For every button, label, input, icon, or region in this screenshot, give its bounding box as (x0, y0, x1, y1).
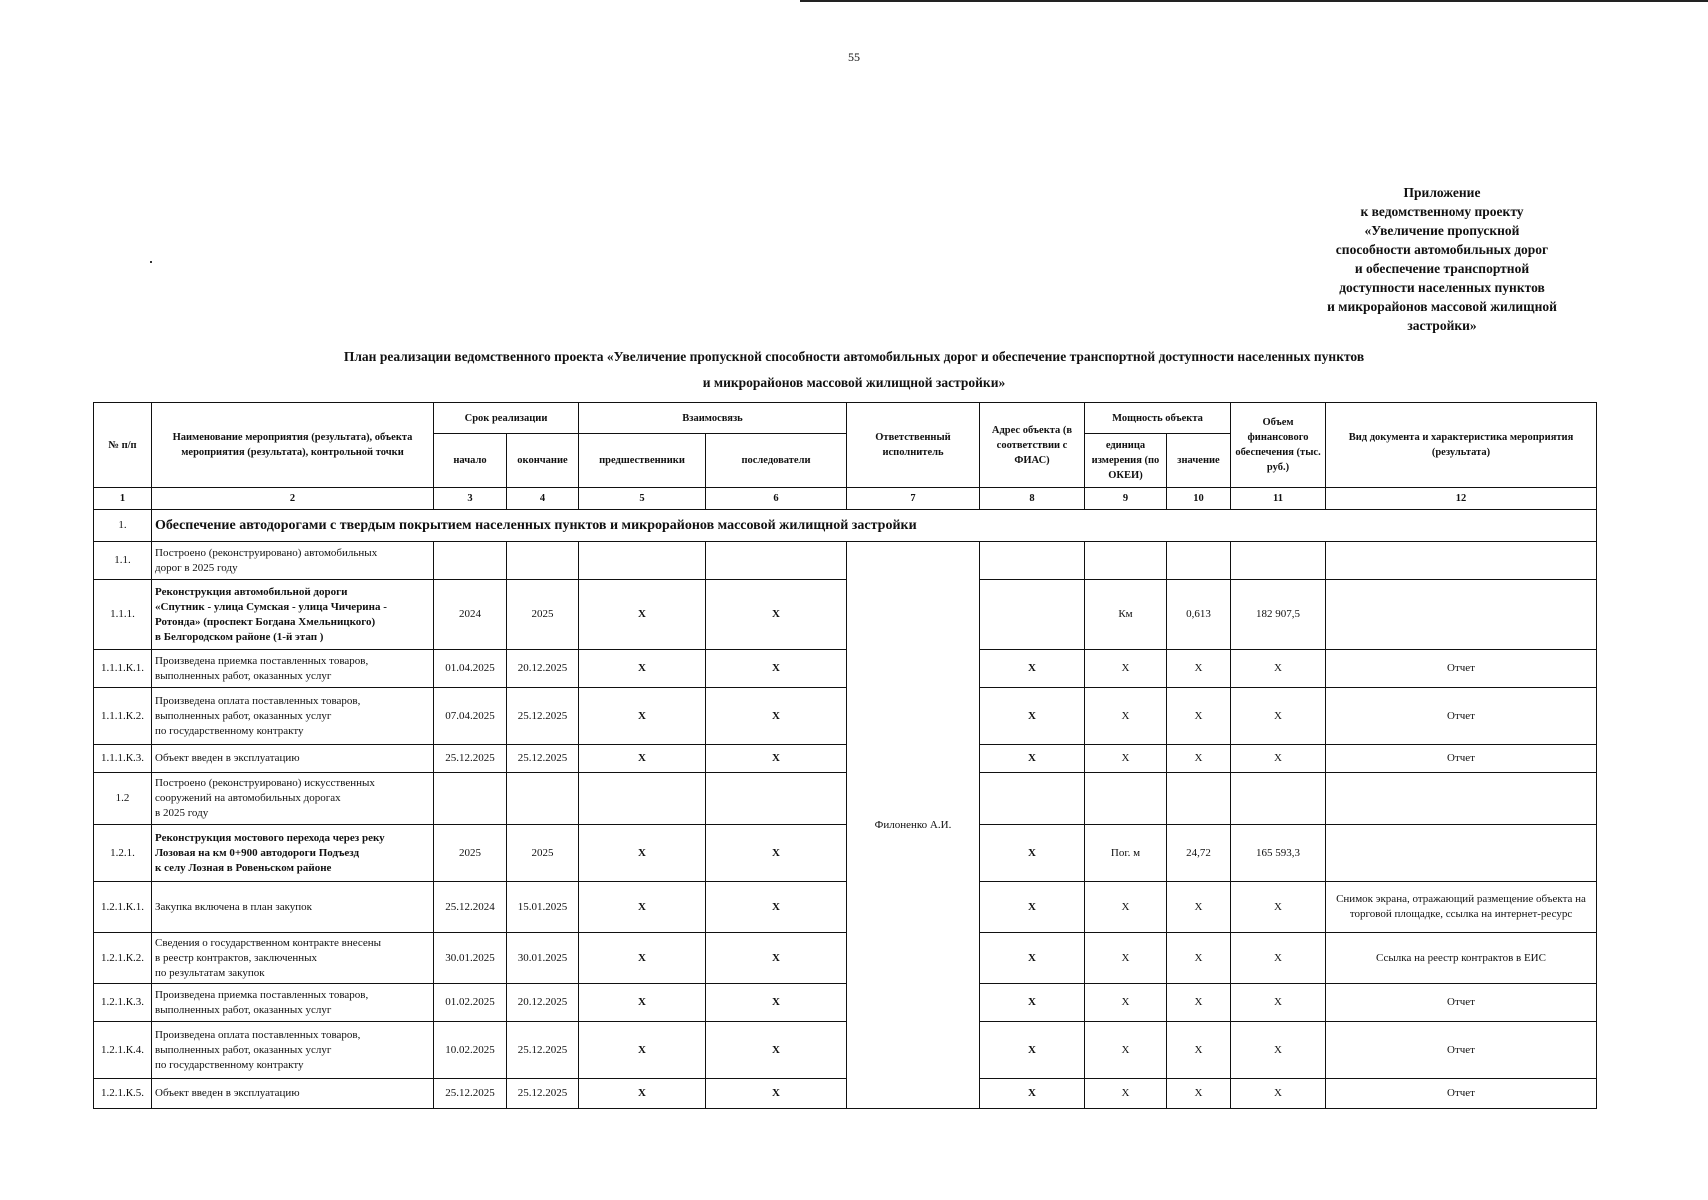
row-end-date: 25.12.2025 (507, 688, 579, 745)
row-name: Произведена оплата поставленных товаров, выполненных работ, оказанных услуг по государственному контракту (152, 1022, 434, 1079)
row-successors: X (706, 745, 847, 773)
header-name: Наименование мероприятия (результата), объекта мероприятия (результата), контрольной точки (152, 403, 434, 488)
row-end-date: 15.01.2025 (507, 882, 579, 933)
row-value: X (1167, 1079, 1231, 1109)
header-address: Адрес объекта (в соответствии с ФИАС) (980, 403, 1085, 488)
row-value: 0,613 (1167, 580, 1231, 650)
row-unit: X (1085, 984, 1167, 1022)
row-number: 1.2.1.К.1. (94, 882, 152, 933)
header-start: начало (434, 434, 507, 488)
row-successors: X (706, 1079, 847, 1109)
row-start-date (434, 542, 507, 580)
row-number: 1.1.1. (94, 580, 152, 650)
row-funding: X (1231, 882, 1326, 933)
row-number: 1.1. (94, 542, 152, 580)
row-address (980, 773, 1085, 825)
row-start-date: 30.01.2025 (434, 933, 507, 984)
plan-table (93, 402, 1597, 1109)
appendix-line: доступности населенных пунктов (1339, 280, 1545, 295)
column-number: 9 (1085, 488, 1167, 510)
scan-speck (150, 261, 152, 263)
header-row-1 (94, 403, 1597, 434)
row-funding: X (1231, 1022, 1326, 1079)
row-address: X (980, 745, 1085, 773)
appendix-line: «Увеличение пропускной (1364, 223, 1520, 238)
row-predecessors: X (579, 580, 706, 650)
appendix-block (1292, 183, 1592, 335)
table-row (94, 984, 1597, 1022)
row-address (980, 580, 1085, 650)
row-number: 1.2 (94, 773, 152, 825)
row-address (980, 542, 1085, 580)
row-funding: X (1231, 984, 1326, 1022)
row-funding: 182 907,5 (1231, 580, 1326, 650)
row-unit (1085, 773, 1167, 825)
row-successors: X (706, 933, 847, 984)
row-end-date: 2025 (507, 825, 579, 882)
row-funding: X (1231, 688, 1326, 745)
table-row (94, 745, 1597, 773)
row-address: X (980, 1022, 1085, 1079)
header-period: Срок реализации (434, 403, 579, 434)
row-predecessors: X (579, 933, 706, 984)
plan-table-body (94, 403, 1597, 1109)
row-value: X (1167, 984, 1231, 1022)
row-number: 1.1.1.К.3. (94, 745, 152, 773)
row-number: 1.2.1.К.5. (94, 1079, 152, 1109)
table-row (94, 825, 1597, 882)
row-address: X (980, 984, 1085, 1022)
row-address: X (980, 882, 1085, 933)
row-predecessors: X (579, 984, 706, 1022)
section-title: Обеспечение автодорогами с твердым покрытием населенных пунктов и микрорайонов массовой жилищной застройки (152, 510, 1597, 542)
row-end-date: 25.12.2025 (507, 1079, 579, 1109)
row-document: Отчет (1326, 688, 1597, 745)
row-number: 1.1.1.К.2. (94, 688, 152, 745)
row-unit: X (1085, 933, 1167, 984)
row-address: X (980, 650, 1085, 688)
row-name: Реконструкция автомобильной дороги «Спутник - улица Сумская - улица Чичерина - Ротонда» (проспект Богдана Хмельницкого) в Белгородском районе (1-й этап ) (152, 580, 434, 650)
row-start-date: 01.02.2025 (434, 984, 507, 1022)
row-value: X (1167, 882, 1231, 933)
row-predecessors: X (579, 825, 706, 882)
row-value: X (1167, 688, 1231, 745)
row-value: X (1167, 745, 1231, 773)
row-unit: X (1085, 688, 1167, 745)
table-row (94, 882, 1597, 933)
title-line-2: и микрорайонов массовой жилищной застройки» (702, 375, 1006, 390)
row-successors: X (706, 825, 847, 882)
row-number: 1.2.1.К.2. (94, 933, 152, 984)
row-successors: X (706, 882, 847, 933)
row-name: Построено (реконструировано) автомобильных дорог в 2025 году (152, 542, 434, 580)
row-document: Снимок экрана, отражающий размещение объекта на торговой площадке, ссылка на интернет-ресурс (1326, 882, 1597, 933)
row-end-date (507, 542, 579, 580)
appendix-line: застройки» (1407, 318, 1477, 333)
column-number: 10 (1167, 488, 1231, 510)
row-start-date: 25.12.2025 (434, 745, 507, 773)
row-unit: X (1085, 650, 1167, 688)
row-value: 24,72 (1167, 825, 1231, 882)
row-successors: X (706, 1022, 847, 1079)
table-row (94, 688, 1597, 745)
appendix-line: и обеспечение транспортной (1354, 261, 1530, 276)
page-number: 55 (848, 50, 860, 64)
row-name: Объект введен в эксплуатацию (152, 745, 434, 773)
table-row (94, 542, 1597, 580)
row-start-date: 2025 (434, 825, 507, 882)
row-successors: X (706, 650, 847, 688)
header-end: окончание (507, 434, 579, 488)
row-value: X (1167, 933, 1231, 984)
header-capacity: Мощность объекта (1085, 403, 1231, 434)
row-document: Ссылка на реестр контрактов в ЕИС (1326, 933, 1597, 984)
top-border-line (800, 0, 1708, 2)
row-predecessors: X (579, 882, 706, 933)
appendix-line: способности автомобильных дорог (1335, 242, 1549, 257)
row-name: Произведена оплата поставленных товаров, выполненных работ, оказанных услуг по государственному контракту (152, 688, 434, 745)
row-start-date: 2024 (434, 580, 507, 650)
row-name: Построено (реконструировано) искусственных сооружений на автомобильных дорогах в 2025 году (152, 773, 434, 825)
row-number: 1.1.1.К.1. (94, 650, 152, 688)
row-start-date: 10.02.2025 (434, 1022, 507, 1079)
row-start-date: 07.04.2025 (434, 688, 507, 745)
row-document (1326, 825, 1597, 882)
executor-cell: Филоненко А.И. (847, 542, 980, 1109)
row-end-date: 25.12.2025 (507, 1022, 579, 1079)
row-end-date: 25.12.2025 (507, 745, 579, 773)
row-start-date (434, 773, 507, 825)
section-row (94, 510, 1597, 542)
row-funding (1231, 773, 1326, 825)
row-name: Произведена приемка поставленных товаров, выполненных работ, оказанных услуг (152, 650, 434, 688)
row-successors: X (706, 580, 847, 650)
row-successors (706, 773, 847, 825)
row-successors: X (706, 688, 847, 745)
header-relation: Взаимосвязь (579, 403, 847, 434)
column-number: 7 (847, 488, 980, 510)
row-successors: X (706, 984, 847, 1022)
column-number: 11 (1231, 488, 1326, 510)
row-document (1326, 580, 1597, 650)
table-row (94, 1079, 1597, 1109)
row-start-date: 01.04.2025 (434, 650, 507, 688)
row-predecessors (579, 773, 706, 825)
appendix-line: к ведомственному проекту (1360, 204, 1524, 219)
row-funding (1231, 542, 1326, 580)
column-number: 1 (94, 488, 152, 510)
row-end-date: 2025 (507, 580, 579, 650)
row-unit: Пог. м (1085, 825, 1167, 882)
header-predecessors: предшественники (579, 434, 706, 488)
row-end-date: 20.12.2025 (507, 650, 579, 688)
header-value: значение (1167, 434, 1231, 488)
row-value: X (1167, 650, 1231, 688)
row-number: 1.2.1. (94, 825, 152, 882)
row-number: 1.2.1.К.3. (94, 984, 152, 1022)
row-unit (1085, 542, 1167, 580)
row-value: X (1167, 1022, 1231, 1079)
row-unit: X (1085, 1079, 1167, 1109)
column-number: 8 (980, 488, 1085, 510)
row-unit: Км (1085, 580, 1167, 650)
table-row (94, 773, 1597, 825)
header-funding: Объем финансового обеспечения (тыс. руб.) (1231, 403, 1326, 488)
row-end-date: 20.12.2025 (507, 984, 579, 1022)
row-funding: X (1231, 933, 1326, 984)
appendix-line: и микрорайонов массовой жилищной (1327, 299, 1557, 314)
header-doc: Вид документа и характеристика мероприятия (результата) (1326, 403, 1597, 488)
row-start-date: 25.12.2025 (434, 1079, 507, 1109)
column-number: 5 (579, 488, 706, 510)
row-address: X (980, 933, 1085, 984)
row-name: Реконструкция мостового перехода через реку Лозовая на км 0+900 автодороги Подъезд к селу Лозная в Ровеньском районе (152, 825, 434, 882)
row-funding: X (1231, 745, 1326, 773)
row-start-date: 25.12.2024 (434, 882, 507, 933)
row-predecessors: X (579, 1022, 706, 1079)
row-name: Сведения о государственном контракте внесены в реестр контрактов, заключенных по результатам закупок (152, 933, 434, 984)
row-document (1326, 542, 1597, 580)
row-address: X (980, 1079, 1085, 1109)
appendix-line: Приложение (1403, 185, 1481, 200)
row-value (1167, 773, 1231, 825)
table-row (94, 933, 1597, 984)
row-unit: X (1085, 1022, 1167, 1079)
row-address: X (980, 825, 1085, 882)
row-end-date (507, 773, 579, 825)
row-document: Отчет (1326, 1079, 1597, 1109)
column-number: 3 (434, 488, 507, 510)
row-predecessors: X (579, 1079, 706, 1109)
column-number: 12 (1326, 488, 1597, 510)
row-name: Объект введен в эксплуатацию (152, 1079, 434, 1109)
column-number: 4 (507, 488, 579, 510)
row-document: Отчет (1326, 984, 1597, 1022)
row-funding: X (1231, 650, 1326, 688)
row-document (1326, 773, 1597, 825)
row-document: Отчет (1326, 650, 1597, 688)
row-value (1167, 542, 1231, 580)
column-number-row (94, 488, 1597, 510)
row-funding: X (1231, 1079, 1326, 1109)
table-row (94, 650, 1597, 688)
section-number: 1. (94, 510, 152, 542)
header-num: № п/п (94, 403, 152, 488)
document-title (0, 344, 1708, 396)
row-name: Произведена приемка поставленных товаров, выполненных работ, оказанных услуг (152, 984, 434, 1022)
column-number: 2 (152, 488, 434, 510)
row-funding: 165 593,3 (1231, 825, 1326, 882)
column-number: 6 (706, 488, 847, 510)
row-predecessors (579, 542, 706, 580)
row-document: Отчет (1326, 1022, 1597, 1079)
row-successors (706, 542, 847, 580)
header-successors: последователи (706, 434, 847, 488)
row-name: Закупка включена в план закупок (152, 882, 434, 933)
row-end-date: 30.01.2025 (507, 933, 579, 984)
header-unit: единица измерения (по ОКЕИ) (1085, 434, 1167, 488)
row-predecessors: X (579, 688, 706, 745)
row-number: 1.2.1.К.4. (94, 1022, 152, 1079)
table-row (94, 580, 1597, 650)
table-row (94, 1022, 1597, 1079)
row-predecessors: X (579, 650, 706, 688)
row-predecessors: X (579, 745, 706, 773)
header-executor: Ответственный исполнитель (847, 403, 980, 488)
row-address: X (980, 688, 1085, 745)
title-line-1: План реализации ведомственного проекта «Увеличение пропускной способности автомобильных дорог и обеспечение транспортной доступности населенных пунктов (343, 349, 1365, 364)
row-document: Отчет (1326, 745, 1597, 773)
row-unit: X (1085, 745, 1167, 773)
row-unit: X (1085, 882, 1167, 933)
